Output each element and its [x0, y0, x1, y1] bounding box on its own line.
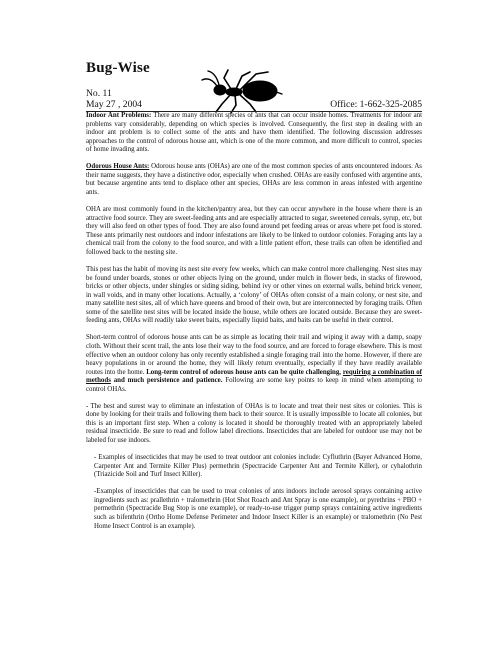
section-heading: Odorous House Ants:: [86, 163, 150, 171]
issue-date: May 27 , 2004: [86, 99, 142, 110]
emphasis-text: and much persistence and patience.: [113, 377, 223, 385]
paragraph-text: There are many different species of ants that can occur inside homes. Treatments for indoor ant problems vary considerably, depending on which species is involved. Consequently, the first step in dealing with an indoor ant problem is to collect some of the ants and have them identified. The following discussion addresses approaches to the control of odorous house ant, which is one of the more common, and more difficult to control, species of home invading ants.: [86, 112, 423, 154]
article-body: [86, 112, 422, 540]
ant-icon: [198, 68, 298, 114]
paragraph-indoor-insecticides: -Examples of insecticides that can be used to treat colonies of ants indoors include aerosol sprays containing active ingredients such as: prallethrin + tralomethrin (Hot Shot Roach and Ant Spray is one example), or pyrethrins + PBO + permethrin (Spectracide Bug Stop is one example), or ready-to-use trigger pump sprays containing active ingredients such as bifenthrin (Ortho Home Defense Perimeter and Indoor Insect Killer is an example) or tralomethrin (No Pest Home Insect Control is an example).: [94, 488, 422, 530]
office-phone: Office: 1-662-325-2085: [330, 99, 422, 110]
paragraph-indoor-ant-problems: [86, 112, 422, 155]
paragraph-habitat: OHA are most commonly found in the kitchen/pantry area, but they can occur anywhere in the house where there is an attractive food source. They are sweet-feeding ants and are especially attracted to sugar, sweetened cereals, syrup, etc, but they will also feed on other types of food. They are also found around pet feeding areas or areas where pet food is stored. These ants primarily nest outdoors and indoor infestations are likely to be linked to outdoor colonies. Foraging ants lay a chemical trail from the colony to the food source, and with a little patient effort, these trails can often be identified and followed back to the nesting site.: [86, 206, 422, 256]
paragraph-nest-sites: This pest has the habit of moving its nest site every few weeks, which can make control more challenging. Nest sites may be found under boards, stones or other objects lying on the ground, under mulch in flower beds, in stacks of firewood, bricks or other objects, under shingles or siding siding, behind ivy or other vines on external walls, behind brick veneer, in wall voids, and in many other locations. Actually, a ‘colony’ of OHAs often consist of a main colony, or nest site, and many satellite nest sites, all of which have queens and brood of their own, but are interconnected by foraging trails. Often some of the satellite nest sites will be located inside the house, while others are located outside. Because they are sweet-feeding ants, OHAs will readily take sweet baits, especially liquid baits, and baits can be useful in their control.: [86, 265, 422, 325]
issue-number: No. 11: [86, 88, 112, 99]
paragraph-text: Following are some key points to keep in mind when attempting to control OHAs.: [86, 377, 422, 393]
emphasis-underlined-text: requiring a combination of methods: [86, 368, 422, 385]
paragraph-text: Odorous house ants (OHAs) are one of the most common species of ants encountered indoors. As their name suggests, they have a distinctive odor, especially when crushed. OHAs are easily confused with argentine ants, but because argentine ants tend to displace other ant species, OHAs are less common in areas infested with argentine ants.: [86, 163, 422, 196]
newsletter-title: Bug-Wise: [86, 60, 150, 76]
paragraph-text: Short-term control of odorous house ants can be as simple as locating their trail and wiping it away with a damp, soapy cloth. Without their scent trail, the ants lose their way to the food source, and are forced to forage elsewhere. This is most effective when an outdoor colony has only recently established a single foraging trail into the home. However, if there are heavy populations in or around the home, they will likely return eventually, especially if they have readily available routes into the home.: [86, 334, 422, 376]
emphasis-text: Long-term control of odorous house ants can be quite challenging,: [146, 368, 342, 376]
section-heading: Indoor Ant Problems:: [86, 112, 152, 119]
paragraph-nest-treatment: - The best and surest way to eliminate an infestation of OHAs is to locate and treat their nest sites or colonies. This is done by looking for their trails and following them back to their source. It is usually impossible to locate all colonies, but this is an important first step. When a colony is located it should be thoroughly treated with an appropriately labeled residual insecticide. Be sure to read and follow label directions. Insecticides that are labeled for outdoor use may not be labeled for use indoors.: [86, 402, 422, 445]
paragraph-outdoor-insecticides: - Examples of insecticides that may be used to treat outdoor ant colonies include: Cyfluthrin (Bayer Advanced Home, Carpenter Ant and Termite Killer Plus) permethrin (Spectracide Carpenter Ant and Termite Killer), or cyhalothrin (Triazicide Soil and Turf Insect Killer).: [94, 454, 422, 479]
paragraph-short-term-control: [86, 334, 422, 394]
paragraph-odorous-house-ants: [86, 163, 422, 197]
